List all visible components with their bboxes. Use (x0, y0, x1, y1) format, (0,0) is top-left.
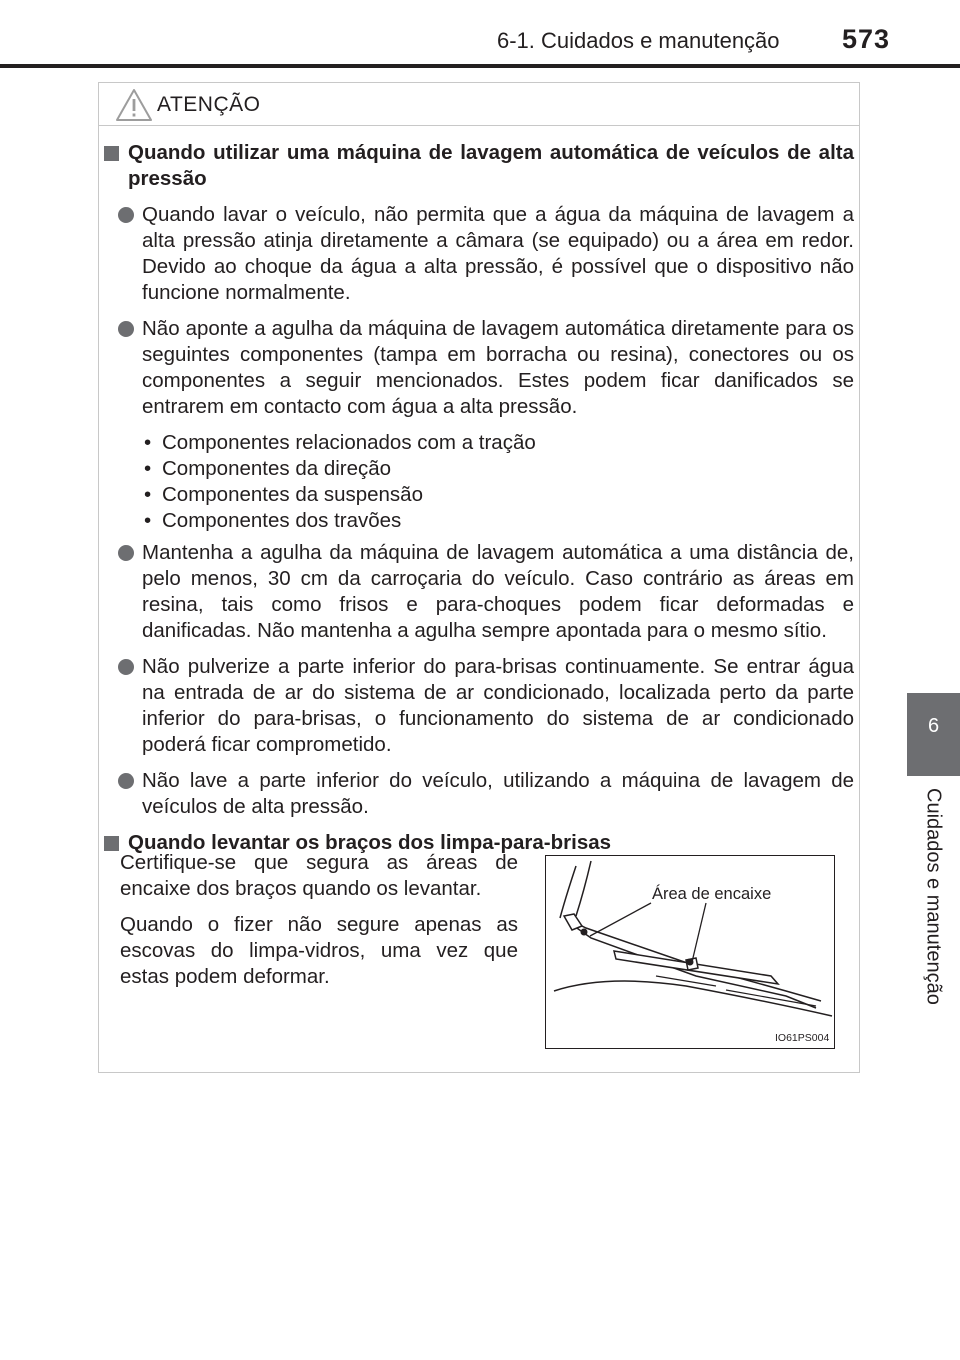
square-bullet-icon (104, 146, 119, 161)
page-number: 573 (842, 24, 891, 54)
square-bullet-icon (104, 836, 119, 851)
component-list (104, 430, 854, 534)
chapter-tab (907, 693, 960, 776)
chapter-label (908, 788, 958, 1018)
list-item: Não aponte a agulha da máquina de lavagem automática diretamente para os seguintes componentes (tampa em borracha ou resina), conectores ou os componentes a seguir mencionados. Estes podem ficar danificados se entrarem em contacto com água a alta pressão. (104, 316, 854, 420)
warning-title: ATENÇÃO (157, 93, 261, 116)
figure-code: IO61PS004 (775, 1032, 830, 1044)
chapter-label-text: Cuidados e manutenção (922, 788, 945, 1005)
circle-bullet-icon (118, 545, 134, 561)
sub-list-item: • Componentes relacionados com a tração (144, 431, 536, 454)
list-item: Não lave a parte inferior do veículo, utilizando a máquina de lavagem de veículos de alta pressão. (104, 768, 854, 820)
paragraph: Quando o fizer não segure apenas as escovas do limpa-vidros, uma vez que estas podem deformar. (120, 913, 518, 988)
warning-content (104, 140, 854, 866)
warning-header (99, 83, 859, 126)
section-heading: Quando levantar os braços dos limpa-para-brisas (104, 830, 854, 856)
list-item: Mantenha a agulha da máquina de lavagem automática a uma distância de, pelo menos, 30 cm da carroçaria do veículo. Caso contrário as áreas em resina, tais como frisos e para-choques podem ficar deformadas e danificadas. Não mantenha a agulha sempre apontada para o mesmo sítio. (104, 540, 854, 644)
warning-triangle-icon (115, 88, 153, 122)
list-item: Não pulverize a parte inferior do para-brisas continuamente. Se entrar água na entrada de ar do sistema de ar condicionado, localizada perto da parte inferior do para-brisas, o funcionamento do sistema de ar condicionado poderá ficar comprometido. (104, 654, 854, 758)
circle-bullet-icon (118, 207, 134, 223)
figure-callout: Área de encaixe (652, 885, 772, 903)
circle-bullet-icon (118, 659, 134, 675)
sub-list-item: • Componentes da direção (144, 457, 392, 480)
section-title: 6-1. Cuidados e manutenção (497, 28, 780, 53)
chapter-number: 6 (927, 715, 940, 737)
list-item: Quando lavar o veículo, não permita que a água da máquina de lavagem a alta pressão atinja diretamente a câmara (se equipado) ou a área em redor. Devido ao choque da água a alta pressão, é possível que o dispositivo não funcione normalmente. (104, 202, 854, 306)
circle-bullet-icon (118, 321, 134, 337)
header-divider (0, 64, 960, 68)
wiper-instructions (120, 850, 518, 1000)
paragraph: Certifique-se que segura as áreas de encaixe dos braços quando os levantar. (120, 851, 518, 900)
sub-list-item: • Componentes da suspensão (144, 483, 423, 506)
circle-bullet-icon (118, 773, 134, 789)
section-heading: Quando utilizar uma máquina de lavagem automática de veículos de alta pressão (104, 140, 854, 192)
sub-list-item: • Componentes dos travões (144, 509, 402, 532)
